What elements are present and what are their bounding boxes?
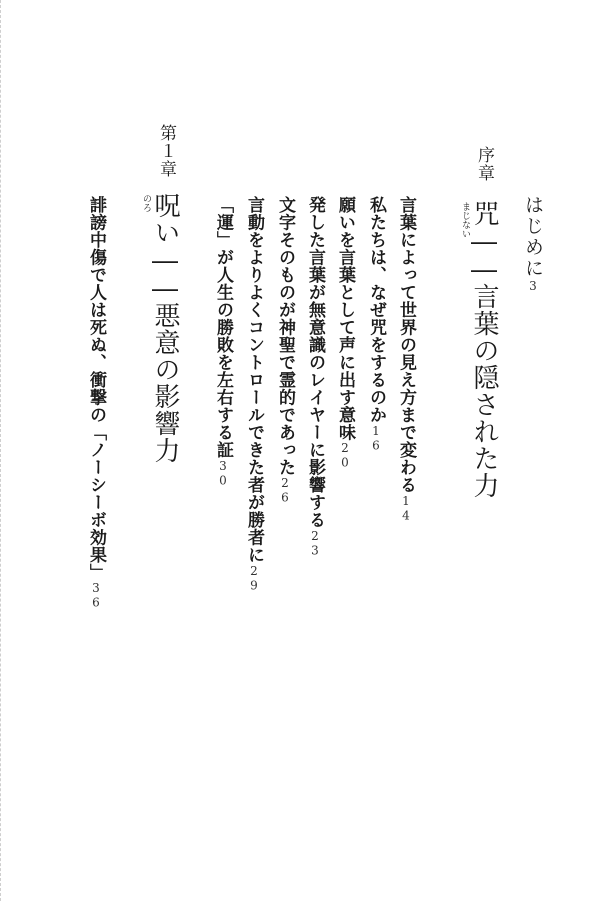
- intro-title: はじめに: [522, 195, 544, 279]
- toc-entry-prologue-5[interactable]: [276, 196, 293, 505]
- toc-entry-prologue-7[interactable]: [214, 196, 231, 488]
- entry-page: 26: [278, 476, 292, 505]
- entry-page: 23: [308, 528, 322, 558]
- prologue-title-ruby: まじない: [460, 202, 470, 238]
- entry-text: 言動をよりよくコントロールできた者が勝者に: [244, 196, 264, 564]
- entry-text: 私たちは、なぜ咒をするのか: [366, 196, 386, 424]
- prologue-title-dash: ――: [469, 227, 499, 283]
- entry-page: 14: [399, 493, 413, 523]
- entry-page: 20: [338, 441, 352, 470]
- toc-intro[interactable]: [523, 195, 542, 295]
- entry-text: 誹謗中傷で人は死ぬ、衝撃の「ノーシーボ効果」: [86, 196, 106, 581]
- prologue-title-kanji: 咒: [469, 200, 499, 227]
- entry-page: 30: [216, 458, 230, 488]
- chapter1-title-dash: ――: [150, 246, 180, 302]
- entry-text: 「運」が人生の勝敗を左右する証: [213, 196, 233, 459]
- chapter1-title-ruby: のろ: [141, 194, 151, 212]
- entry-text: 発した言葉が無意識のレイヤーに影響する: [305, 196, 325, 529]
- entry-text: 願いを言葉として声に出す意味: [335, 196, 355, 441]
- chapter1-title[interactable]: [141, 192, 180, 464]
- prologue-label: 序章: [474, 146, 494, 182]
- toc-entry-prologue-3[interactable]: [336, 196, 353, 470]
- toc-entry-prologue-1[interactable]: [397, 196, 414, 523]
- chapter1-title-kanji: 呪い: [150, 192, 180, 246]
- toc-entry-prologue-6[interactable]: [245, 196, 262, 593]
- entry-page: 16: [369, 423, 383, 453]
- chapter1-title-rest: 悪意の影響力: [150, 302, 180, 464]
- prologue-title-rest: 言葉の隠された力: [469, 283, 499, 499]
- entry-page: 29: [247, 563, 261, 593]
- entry-text: 文字そのものが神聖で霊的であった: [275, 196, 295, 476]
- toc-entry-chapter1-1[interactable]: [87, 196, 104, 610]
- toc-entry-prologue-4[interactable]: [306, 196, 323, 558]
- toc-entry-prologue-2[interactable]: [367, 196, 384, 453]
- page-edge-guide: [0, 0, 5, 901]
- entry-text: 言葉によって世界の見え方まで変わる: [396, 196, 416, 494]
- chapter1-label: 第１章: [156, 124, 176, 178]
- intro-page: 3: [526, 279, 540, 295]
- entry-page: 36: [89, 581, 103, 610]
- prologue-title[interactable]: [460, 200, 499, 499]
